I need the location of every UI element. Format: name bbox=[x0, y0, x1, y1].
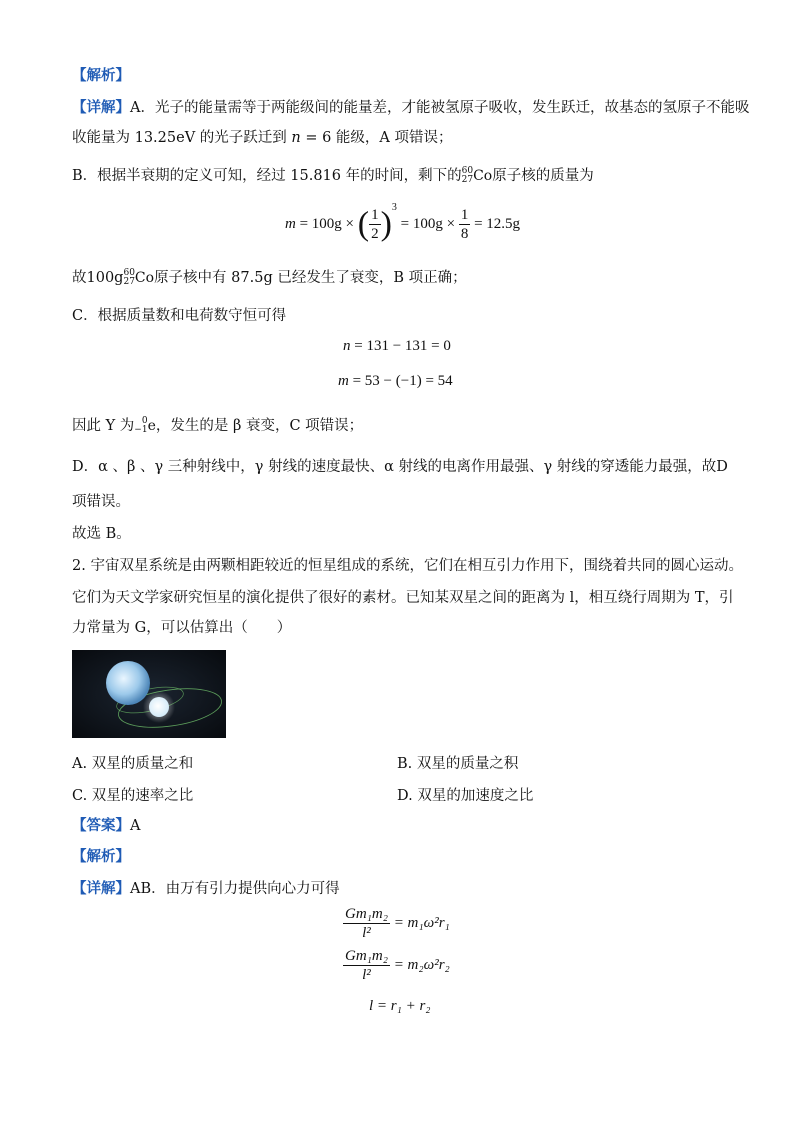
q1-b1-post: 原子核的质量为 bbox=[492, 168, 594, 184]
large-star bbox=[106, 661, 150, 705]
eq-b-end: = 12.5g bbox=[470, 216, 521, 232]
nuclide-co60-2: 60 27Co bbox=[123, 268, 155, 287]
eq-b-mid2: = 100g × bbox=[396, 216, 459, 232]
eq-b-mid: = 100g × bbox=[295, 216, 358, 232]
nuclide-electron: 0 −1e bbox=[134, 416, 156, 435]
q2-answer bbox=[72, 816, 140, 836]
equation-charge-number: m = 53 − (−1) = 54 bbox=[338, 373, 453, 389]
option-c[interactable]: C. 双星的速率之比 bbox=[72, 788, 194, 804]
q2-stem-line2: 它们为天文学家研究恒星的演化提供了很好的素材。已知某双星之间的距离为 l，相互绕行周期为 T，引 bbox=[72, 590, 734, 606]
option-a[interactable]: A. 双星的质量之和 bbox=[72, 756, 194, 772]
detail-tag: 【详解】 bbox=[72, 99, 130, 116]
answer-tag: 【答案】 bbox=[72, 817, 130, 834]
q1-b2-pre: 故100g bbox=[72, 270, 124, 286]
q2-detail-line1: 【详解】AB．由万有引力提供向心力可得 bbox=[72, 880, 340, 897]
eq-exp: 3 bbox=[391, 202, 397, 213]
eq-frac-half: $\frac{1}{2}$ bbox=[371, 207, 379, 243]
nuclide-z: 27 bbox=[461, 175, 474, 185]
q2-analysis-tag: 【解析】 bbox=[72, 848, 130, 865]
q1-a2-var: n bbox=[291, 130, 301, 146]
q1-detail-d-line2: 项错误。 bbox=[72, 494, 130, 510]
q1-b2-post: 原子核中有 87.5g 已经发生了衰变，B 项正确； bbox=[154, 270, 467, 286]
q1-detail-a-line2 bbox=[72, 128, 453, 148]
binary-star-figure bbox=[72, 650, 226, 738]
q1-a2-pre: 收能量为 13.25eV 的光子跃迁到 bbox=[72, 130, 292, 146]
eq-m: m bbox=[285, 216, 296, 232]
q1-detail-b-line1 bbox=[72, 166, 594, 186]
option-b[interactable]: B. 双星的质量之积 bbox=[397, 756, 519, 772]
option-d[interactable]: D. 双星的加速度之比 bbox=[397, 788, 534, 804]
q2-stem-line1: 2. 宇宙双星系统是由两颗相距较近的恒星组成的系统，它们在相互引力作用下，围绕着共同的圆心运动。 bbox=[72, 558, 743, 574]
nuclide-co60 bbox=[462, 166, 493, 186]
q1-b1-pre: B．根据半衰期的定义可知，经过 15.816 年的时间，剩下的 bbox=[72, 168, 462, 184]
equation-half-life: m = 100g × ( $\frac{1}{2}$ )$^3$ = 100g × $\frac{1}{8}$ = 12.5g bbox=[285, 202, 521, 243]
equation-mass-number: n = 131 − 131 = 0 bbox=[343, 338, 451, 354]
q2-stem-line3: 力常量为 G，可以估算出（ ） bbox=[72, 620, 292, 636]
q1-conclusion: 故选 B。 bbox=[72, 526, 131, 542]
answer-value: A bbox=[130, 818, 141, 834]
equation-gravity-1: $\frac{\text{Gm₁m₂}}{\text{l²}}$ = m₁ω²r₁ bbox=[345, 906, 450, 941]
q1-a-text: A．光子的能量需等于两能级间的能量差，才能被氢原子吸收，发生跃迁，故基态的氢原子不能吸 bbox=[130, 100, 750, 116]
q1-detail-c-line2: 因此 Y 为 0 −1e，发生的是 β 衰变，C 项错误； bbox=[72, 416, 364, 435]
nuclide-mass: 60 bbox=[461, 166, 474, 176]
q2-detail-tag: 【详解】 bbox=[72, 880, 130, 897]
small-star bbox=[149, 697, 169, 717]
eq-frac-eighth: $\frac{1}{8}$ bbox=[460, 207, 469, 243]
nuclide-symbol: Co bbox=[473, 168, 493, 184]
q1-detail-a-line1 bbox=[72, 98, 749, 118]
q1-detail-d-line1: D．α 、β 、γ 三种射线中，γ 射线的速度最快、α 射线的电离作用最强、γ 射线的穿透能力最强，故D bbox=[72, 459, 728, 475]
equation-distance: l = r₁ + r₂ bbox=[369, 998, 431, 1014]
equation-gravity-2: $\frac{\text{Gm₁m₂}}{\text{l²}}$ = m₂ω²r₂ bbox=[345, 948, 450, 983]
analysis-tag: 【解析】 bbox=[72, 67, 130, 84]
q1-detail-c-line1: C．根据质量数和电荷数守恒可得 bbox=[72, 308, 287, 324]
q1-detail-b-line2 bbox=[72, 268, 467, 288]
q1-a2-post: = 6 能级，A 项错误； bbox=[300, 130, 453, 146]
